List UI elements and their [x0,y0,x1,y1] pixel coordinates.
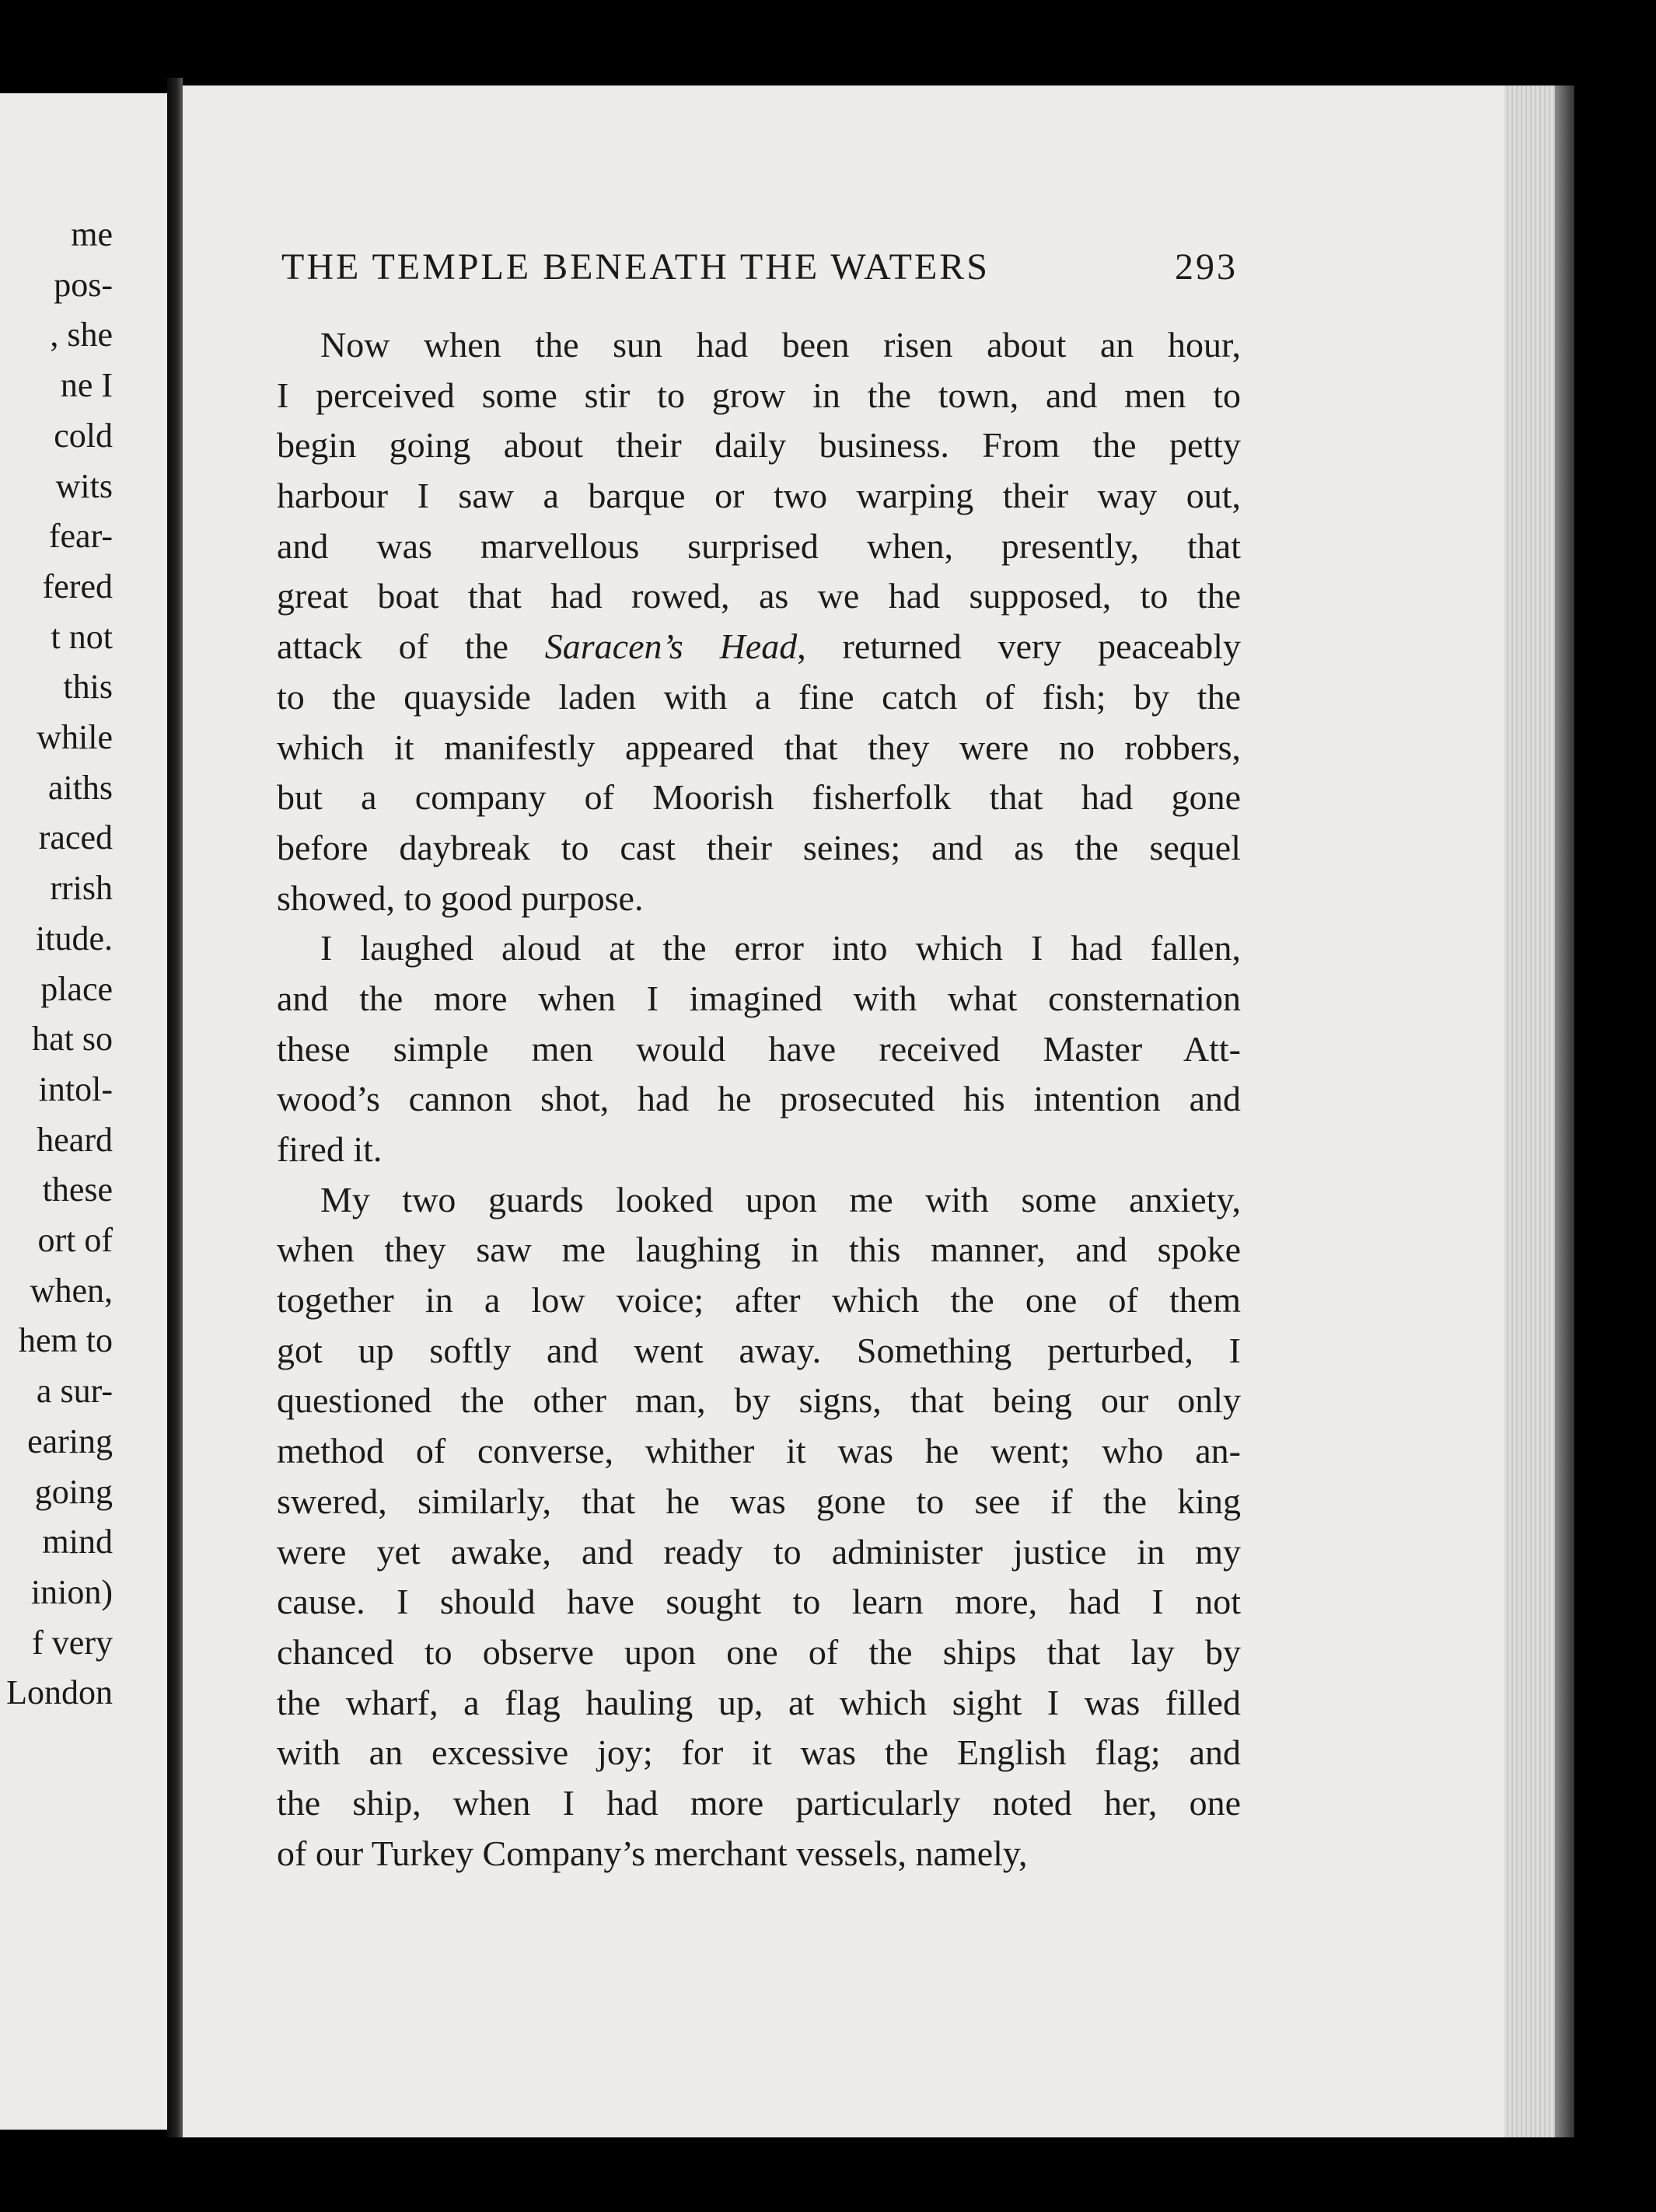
page-edges-shadow [1555,85,1574,2137]
previous-page-line: mind [42,1523,113,1561]
text-line: to the quayside laden with a fine catch of fish; by the [277,676,1241,717]
previous-page-line: a sur- [36,1372,113,1411]
previous-page-line: heard [37,1120,113,1159]
text-line: but a company of Moorish fisherfolk that had gone [277,777,1241,818]
previous-page-line: me [71,215,113,253]
previous-page-line: t not [51,617,113,656]
text-line: method of converse, whither it was he went; who an- [277,1431,1241,1471]
previous-page-line: fear- [48,517,113,556]
previous-page-line: wits [55,466,113,505]
text-line: of our Turkey Company’s merchant vessels, namely, [277,1833,1028,1873]
text-line: which it manifestly appeared that they were no robbers, [277,727,1241,767]
paragraph [277,320,1241,923]
text-line: swered, similarly, that he was gone to see if the king [277,1481,1241,1521]
text-line: begin going about their daily business. From the petty [277,425,1241,466]
previous-page-line: itude. [36,919,113,958]
text-line: I perceived some stir to grow in the town, and men to [277,375,1241,415]
text-line: Now when the sun had been risen about an hour, [320,325,1241,365]
previous-page-line: pos- [54,265,113,304]
text-line: with an excessive joy; for it was the English flag; and [277,1732,1241,1773]
page-number: 293 [1175,246,1238,288]
previous-page-line: f very [32,1623,113,1662]
previous-page-line: raced [38,818,113,857]
body-text [277,320,1241,1879]
previous-page-line: going [34,1472,113,1511]
text-line: great boat that had rowed, as we had supposed, to the [277,576,1241,616]
previous-page-line: these [42,1171,113,1209]
text-line: the wharf, a flag hauling up, at which sight I was filled [277,1682,1241,1722]
previous-page-line: fered [42,567,113,605]
previous-page-line: while [37,718,113,756]
ship-name: Saracen’s Head [544,626,798,667]
running-title: THE TEMPLE BENEATH THE WATERS [281,246,990,288]
previous-page-line: inion) [30,1572,113,1611]
previous-page-line: hat so [32,1020,113,1059]
text-line: chanced to observe upon one of the ships that lay by [277,1631,1241,1672]
paragraph [277,1175,1241,1879]
text-line: these simple men would have received Master Att- [277,1028,1241,1069]
text-line: showed, to good purpose. [277,877,644,918]
previous-page-line: place [40,969,113,1008]
text-line: questioned the other man, by signs, that being our only [277,1380,1241,1421]
text-line: together in a low voice; after which the one of them [277,1280,1241,1321]
book-gutter [167,78,183,2137]
text-line: harbour I saw a barque or two warping their way out, [277,476,1241,516]
text-line: the ship, when I had more particularly noted her, one [277,1782,1241,1823]
previous-page-line: hem to [19,1321,113,1360]
previous-page-fragment [0,93,167,2130]
running-header [281,246,1238,288]
previous-page-line: intol- [38,1069,113,1108]
text-line: got up softly and went away. Something perturbed, I [277,1330,1241,1370]
text-line: attack of the Saracen’s Head, returned very peaceably [277,626,1241,667]
previous-page-line: this [63,668,113,707]
text-line: My two guards looked upon me with some anxiety, [320,1179,1241,1219]
text-line: were yet awake, and ready to administer justice in my [277,1531,1241,1572]
previous-page-line: cold [54,416,113,455]
previous-page-line: aiths [47,768,113,807]
previous-page-line: when, [30,1271,113,1310]
text-line: fired it. [277,1129,383,1169]
text-line: and the more when I imagined with what consternation [277,978,1241,1018]
paragraph [277,923,1241,1174]
previous-page-line: ort of [37,1221,113,1259]
text-line: I laughed aloud at the error into which I had fallen, [320,928,1241,968]
previous-page-line: London [6,1673,113,1712]
previous-page-line: rrish [50,869,113,908]
text-line: when they saw me laughing in this manner, and spoke [277,1230,1241,1270]
text-line: wood’s cannon shot, had he prosecuted his intention and [277,1079,1241,1119]
previous-page-line: earing [27,1422,113,1460]
previous-page-line: ne I [60,366,113,405]
text-line: and was marvellous surprised when, presently, that [277,525,1241,566]
previous-page-line: , she [50,316,113,354]
text-line: cause. I should have sought to learn more, had I not [277,1582,1241,1622]
text-line: before daybreak to cast their seines; and as the sequel [277,827,1241,867]
